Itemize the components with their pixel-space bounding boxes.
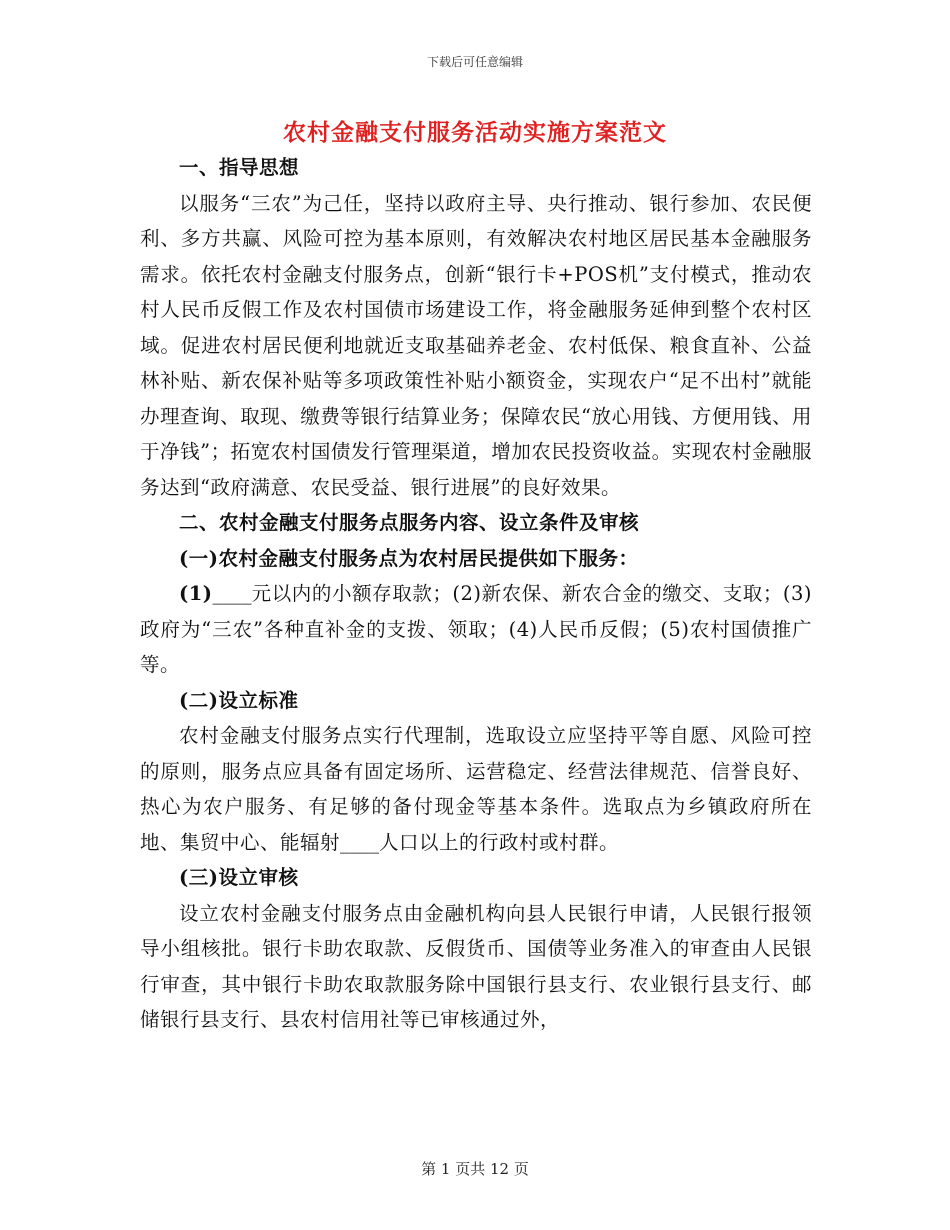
fill-blank: ____ bbox=[212, 582, 252, 605]
section-2-2-heading: (二)设立标准 bbox=[179, 688, 299, 712]
section-2-heading: 二、农村金融支付服务点服务内容、设立条件及审核 bbox=[179, 511, 640, 534]
section-2-1-heading: (一)农村金融支付服务点为农村居民提供如下服务： bbox=[179, 546, 639, 570]
document-body bbox=[140, 150, 812, 1038]
section-1-heading: 一、指导思想 bbox=[179, 156, 300, 179]
section-2-2-paragraph bbox=[140, 718, 812, 860]
page-number-footer: 第 1 页共 12 页 bbox=[421, 1160, 529, 1178]
section-1-paragraph: 以服务“三农”为己任，坚持以政府主导、央行推动、银行参加、农民便利、多方共赢、风险可控为基本原则，有效解决农村地区居民基本金融服务需求。依托农村金融支付服务点，创新“银行卡+POS机”支付模式，推动农村人民币反假工作及农村国债市场建设工作，将金融服务延伸到整个农村区域。促进农村居民便利地就近支取基础养老金、农村低保、粮食直补、公益林补贴、新农保补贴等多项政策性补贴小额资金，实现农户“足不出村”就能办理查询、取现、缴费等银行结算业务；保障农民“放心用钱、方便用钱、用于净钱”；拓宽农村国债发行管理渠道，增加农民投资收益。实现农村金融服务达到“政府满意、农民受益、银行进展”的良好效果。 bbox=[140, 191, 812, 499]
section-2-2-text-b: 人口以上的行政村或村群。 bbox=[379, 830, 620, 854]
item-number: (1) bbox=[179, 582, 213, 605]
section-2-1-text: 元以内的小额存取款；(2)新农保、新农合金的缴交、支取；(3)政府为“三农”各种直补金的支拨、领取；(4)人民币反假；(5)农村国债推广等。 bbox=[140, 582, 812, 676]
fill-blank: ____ bbox=[340, 830, 380, 854]
section-2-3-paragraph: 设立农村金融支付服务点由金融机构向县人民银行申请，人民银行报领导小组核批。银行卡助农取款、反假货币、国债等业务准入的审查由人民银行审查，其中银行卡助农取款服务除中国银行县支行、农业银行县支行、邮储银行县支行、县农村信用社等已审核通过外， bbox=[140, 901, 812, 1031]
section-2-3-heading: (三)设立审核 bbox=[179, 866, 299, 889]
section-2-1-paragraph bbox=[140, 576, 812, 683]
document-title: 农村金融支付服务活动实施方案范文 bbox=[283, 119, 667, 146]
page-header-note: 下载后可任意编辑 bbox=[426, 55, 523, 69]
section-2-2-text-a: 农村金融支付服务点实行代理制，选取设立应坚持平等自愿、风险可控的原则，服务点应具备有固定场所、运营稳定、经营法律规范、信誉良好、热心为农户服务、有足够的备付现金等基本条件。选取点为乡镇政府所在地、集贸中心、能辐射 bbox=[140, 724, 812, 854]
